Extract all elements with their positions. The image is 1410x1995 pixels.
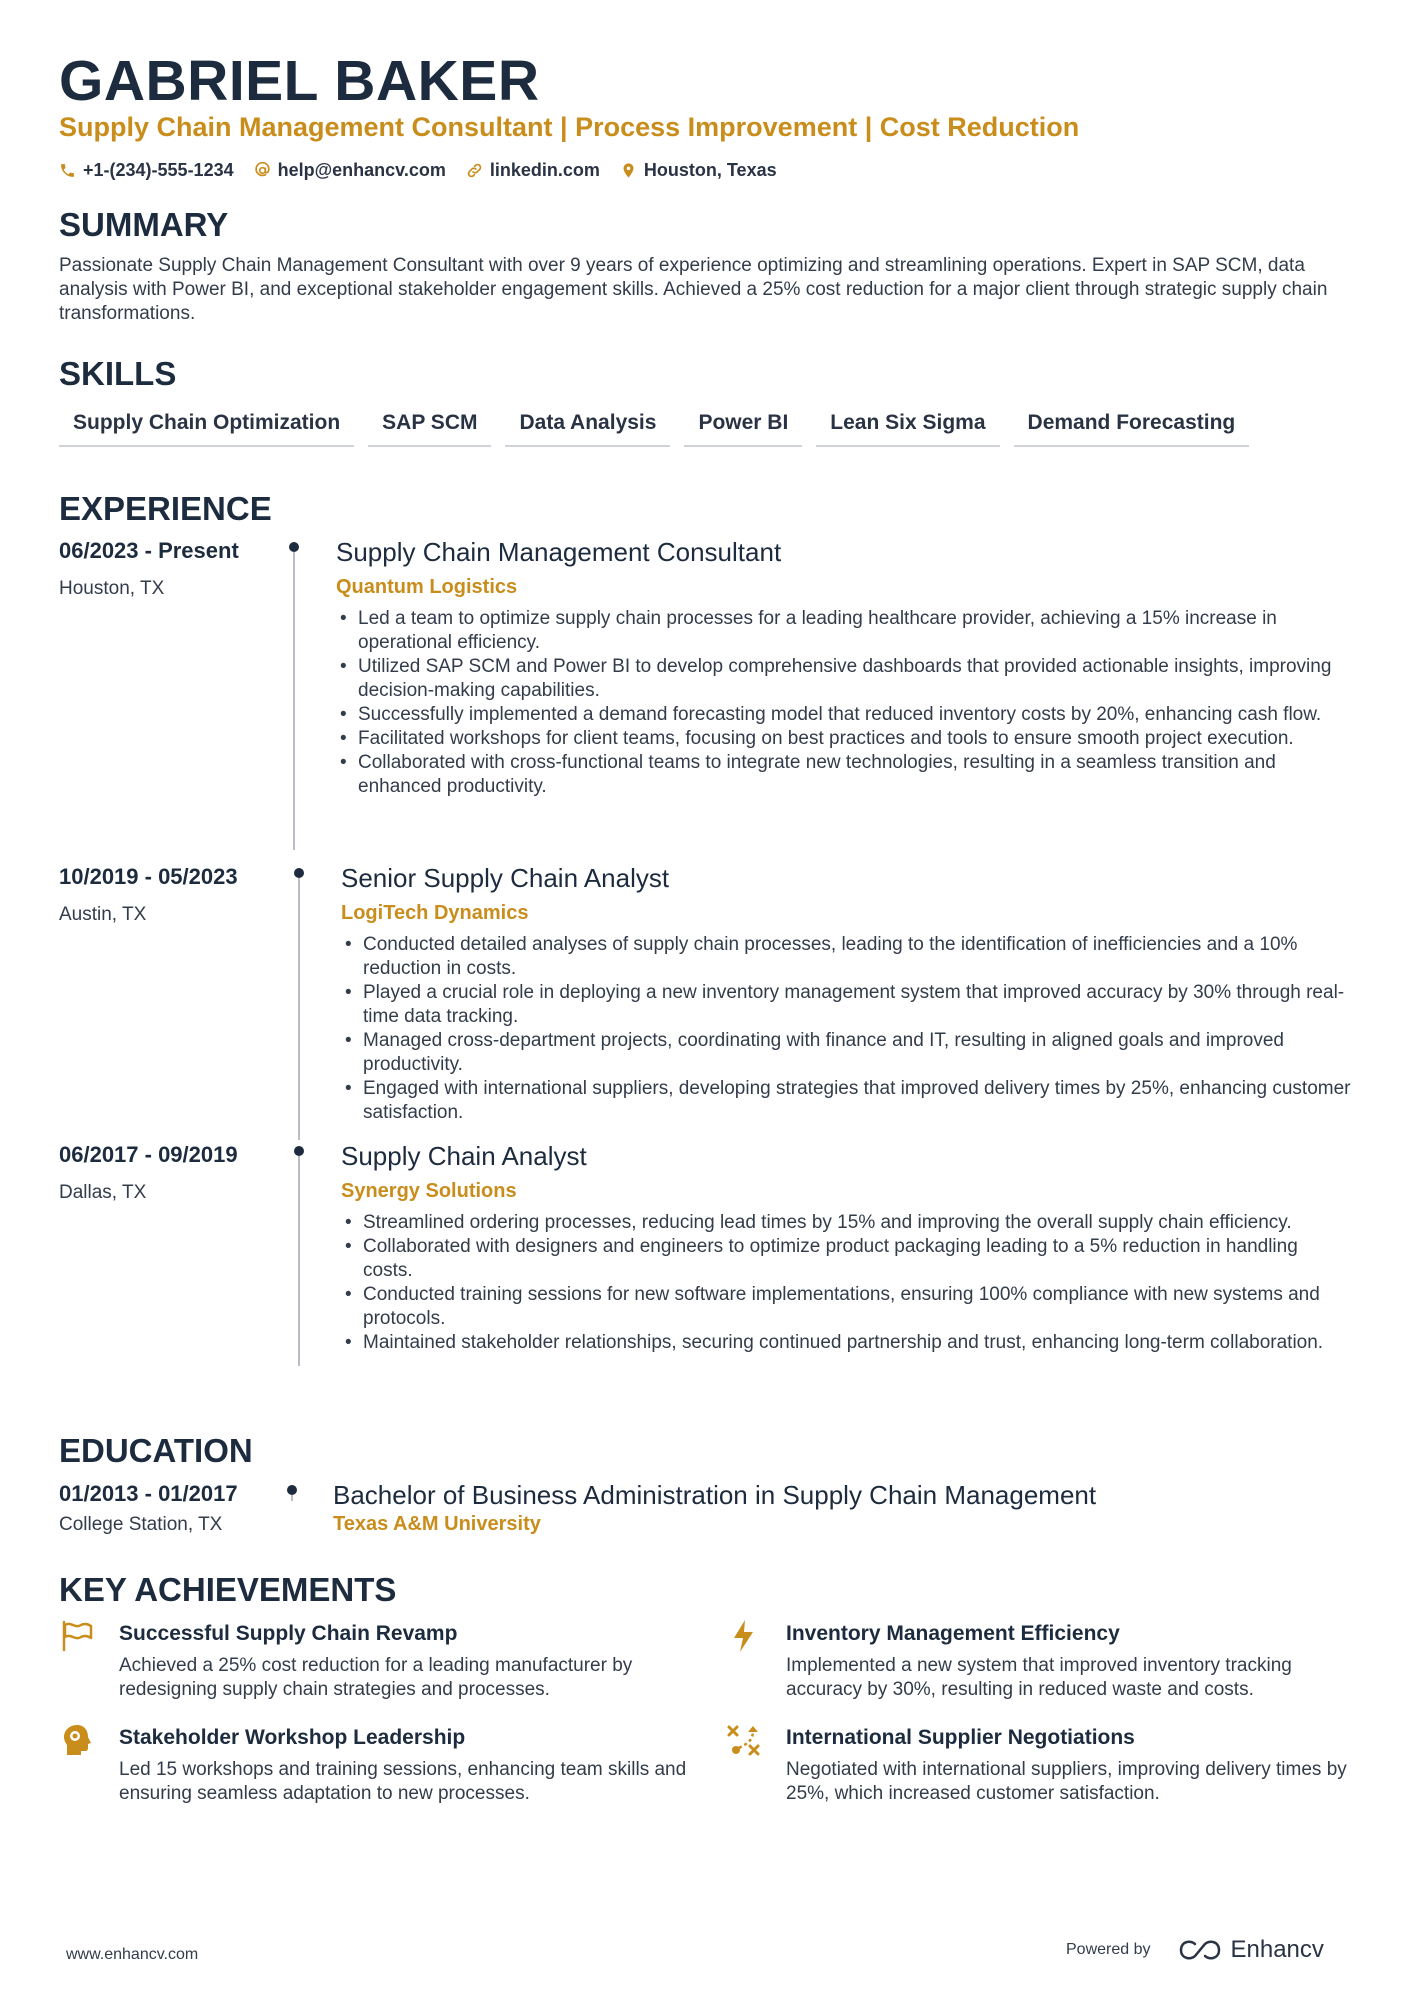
list-item: • Engaged with international suppliers, developing strategies that improved delivery times by 25%, enhancing customer satisfaction. bbox=[341, 1077, 1351, 1125]
email-text: help@enhancv.com bbox=[277, 160, 446, 180]
brand-name: Enhancv bbox=[1230, 1936, 1324, 1963]
timeline-line bbox=[291, 1495, 293, 1501]
achievement-title: International Supplier Negotiations bbox=[786, 1726, 1135, 1749]
list-item: • Conducted training sessions for new software implementations, ensuring 100% compliance with new systems and protocols. bbox=[341, 1283, 1351, 1331]
flag-icon bbox=[59, 1618, 95, 1654]
company-name: LogiTech Dynamics bbox=[341, 902, 529, 924]
skill-tag: Data Analysis bbox=[505, 405, 670, 447]
list-item: • Managed cross-department projects, coordinating with finance and IT, resulting in aligned goals and improved productivity. bbox=[341, 1029, 1351, 1077]
strategy-icon bbox=[726, 1722, 762, 1758]
job-date: 10/2019 - 05/2023 bbox=[59, 864, 238, 889]
summary-text: Passionate Supply Chain Management Consultant with over 9 years of experience optimizing and streamlining operations. Expert in SAP SCM, data analysis with Power BI, and exceptional stakeholder engagement skills. Achieved a 25% cost reduction for a major client through strategic supply chain transformations. bbox=[59, 255, 1328, 324]
enhancv-logo-icon bbox=[1177, 1938, 1223, 1962]
lightning-icon bbox=[726, 1618, 762, 1654]
job-title: Supply Chain Management Consultant bbox=[336, 537, 782, 567]
skill-tag: Supply Chain Optimization bbox=[59, 405, 354, 447]
list-item: • Successfully implemented a demand forecasting model that reduced inventory costs by 20%, enhancing cash flow. bbox=[336, 703, 1346, 727]
achievements-heading: KEY ACHIEVEMENTS bbox=[59, 1571, 397, 1608]
experience-entry bbox=[59, 538, 1359, 853]
skill-tag: SAP SCM bbox=[368, 405, 491, 447]
job-title: Senior Supply Chain Analyst bbox=[341, 863, 670, 893]
education-heading: EDUCATION bbox=[59, 1432, 253, 1469]
link-icon bbox=[466, 162, 483, 179]
skills-list bbox=[59, 405, 1249, 447]
degree-title: Bachelor of Business Administration in Supply Chain Management bbox=[333, 1480, 1097, 1510]
candidate-name: GABRIEL BAKER bbox=[59, 49, 540, 113]
contact-email[interactable] bbox=[254, 160, 446, 181]
achievement-item bbox=[59, 1618, 679, 1708]
job-title: Supply Chain Analyst bbox=[341, 1141, 587, 1171]
contact-phone[interactable] bbox=[59, 160, 234, 181]
at-icon bbox=[254, 162, 271, 179]
achievement-desc: Negotiated with international suppliers, improving delivery times by 25%, which increased customer satisfaction. bbox=[786, 1759, 1347, 1804]
education-entry bbox=[59, 1481, 1359, 1541]
achievement-title: Stakeholder Workshop Leadership bbox=[119, 1726, 466, 1749]
experience-heading: EXPERIENCE bbox=[59, 490, 272, 527]
edu-date: 01/2013 - 01/2017 bbox=[59, 1481, 238, 1506]
timeline-dot bbox=[289, 542, 299, 552]
footer-website[interactable]: www.enhancv.com bbox=[66, 1946, 199, 1963]
brain-head-icon bbox=[59, 1722, 95, 1758]
powered-by-label: Powered by bbox=[1066, 1941, 1151, 1958]
job-location: Dallas, TX bbox=[59, 1182, 147, 1203]
list-item: • Maintained stakeholder relationships, securing continued partnership and trust, enhancing long-term collaboration. bbox=[341, 1331, 1351, 1355]
job-bullets bbox=[341, 933, 1351, 1125]
timeline-dot bbox=[294, 868, 304, 878]
job-bullets bbox=[336, 607, 1346, 799]
achievement-item bbox=[726, 1618, 1346, 1708]
experience-entry bbox=[59, 864, 1359, 1134]
achievement-desc: Achieved a 25% cost reduction for a leading manufacturer by redesigning supply chain strategies and processes. bbox=[119, 1655, 633, 1700]
job-location: Austin, TX bbox=[59, 904, 147, 925]
list-item: • Played a crucial role in deploying a new inventory management system that improved accuracy by 30% through real-time data tracking. bbox=[341, 981, 1351, 1029]
achievement-title: Successful Supply Chain Revamp bbox=[119, 1622, 458, 1645]
list-item: • Facilitated workshops for client teams, focusing on best practices and tools to ensure smooth project execution. bbox=[336, 727, 1346, 751]
school-name: Texas A&M University bbox=[333, 1513, 541, 1535]
contact-linkedin[interactable] bbox=[466, 160, 600, 181]
company-name: Quantum Logistics bbox=[336, 576, 518, 598]
contact-bar bbox=[59, 160, 777, 181]
skills-heading: SKILLS bbox=[59, 355, 177, 392]
achievement-item bbox=[59, 1722, 687, 1812]
linkedin-text: linkedin.com bbox=[489, 160, 600, 180]
timeline-dot bbox=[287, 1485, 297, 1495]
summary-heading: SUMMARY bbox=[59, 206, 229, 243]
location-pin-icon bbox=[620, 162, 637, 179]
list-item: • Utilized SAP SCM and Power BI to develop comprehensive dashboards that provided actionable insights, improving decision-making capabilities. bbox=[336, 655, 1346, 703]
enhancv-logo[interactable] bbox=[1177, 1936, 1324, 1964]
achievement-desc: Led 15 workshops and training sessions, enhancing team skills and ensuring seamless adaptation to new processes. bbox=[119, 1759, 687, 1804]
job-date: 06/2017 - 09/2019 bbox=[59, 1142, 238, 1167]
experience-entry bbox=[59, 1142, 1359, 1412]
phone-icon bbox=[59, 162, 76, 179]
edu-location: College Station, TX bbox=[59, 1514, 223, 1535]
timeline-dot bbox=[294, 1146, 304, 1156]
contact-location bbox=[620, 160, 777, 181]
skill-tag: Demand Forecasting bbox=[1014, 405, 1250, 447]
footer-branding bbox=[1066, 1936, 1324, 1964]
location-text: Houston, Texas bbox=[643, 160, 777, 180]
timeline-line bbox=[298, 878, 300, 1140]
headline: Supply Chain Management Consultant | Process Improvement | Cost Reduction bbox=[59, 112, 1080, 142]
job-date: 06/2023 - Present bbox=[59, 538, 239, 563]
timeline-line bbox=[298, 1156, 300, 1366]
skill-tag: Lean Six Sigma bbox=[816, 405, 999, 447]
list-item: • Streamlined ordering processes, reducing lead times by 15% and improving the overall supply chain efficiency. bbox=[341, 1211, 1351, 1235]
company-name: Synergy Solutions bbox=[341, 1180, 517, 1202]
list-item: • Conducted detailed analyses of supply chain processes, leading to the identification of inefficiencies and a 10% reduction in costs. bbox=[341, 933, 1351, 981]
list-item: • Collaborated with cross-functional teams to integrate new technologies, resulting in a seamless transition and enhanced productivity. bbox=[336, 751, 1346, 799]
job-location: Houston, TX bbox=[59, 578, 165, 599]
achievement-desc: Implemented a new system that improved inventory tracking accuracy by 30%, resulting in reduced waste and costs. bbox=[786, 1655, 1292, 1700]
phone-text: +1-(234)-555-1234 bbox=[83, 160, 234, 180]
list-item: • Led a team to optimize supply chain processes for a leading healthcare provider, achieving a 15% increase in operational efficiency. bbox=[336, 607, 1346, 655]
list-item: • Collaborated with designers and engineers to optimize product packaging leading to a 5% reduction in handling costs. bbox=[341, 1235, 1351, 1283]
achievement-item bbox=[726, 1722, 1346, 1812]
achievement-title: Inventory Management Efficiency bbox=[786, 1622, 1120, 1645]
timeline-line bbox=[293, 552, 295, 850]
skill-tag: Power BI bbox=[684, 405, 802, 447]
job-bullets bbox=[341, 1211, 1351, 1355]
